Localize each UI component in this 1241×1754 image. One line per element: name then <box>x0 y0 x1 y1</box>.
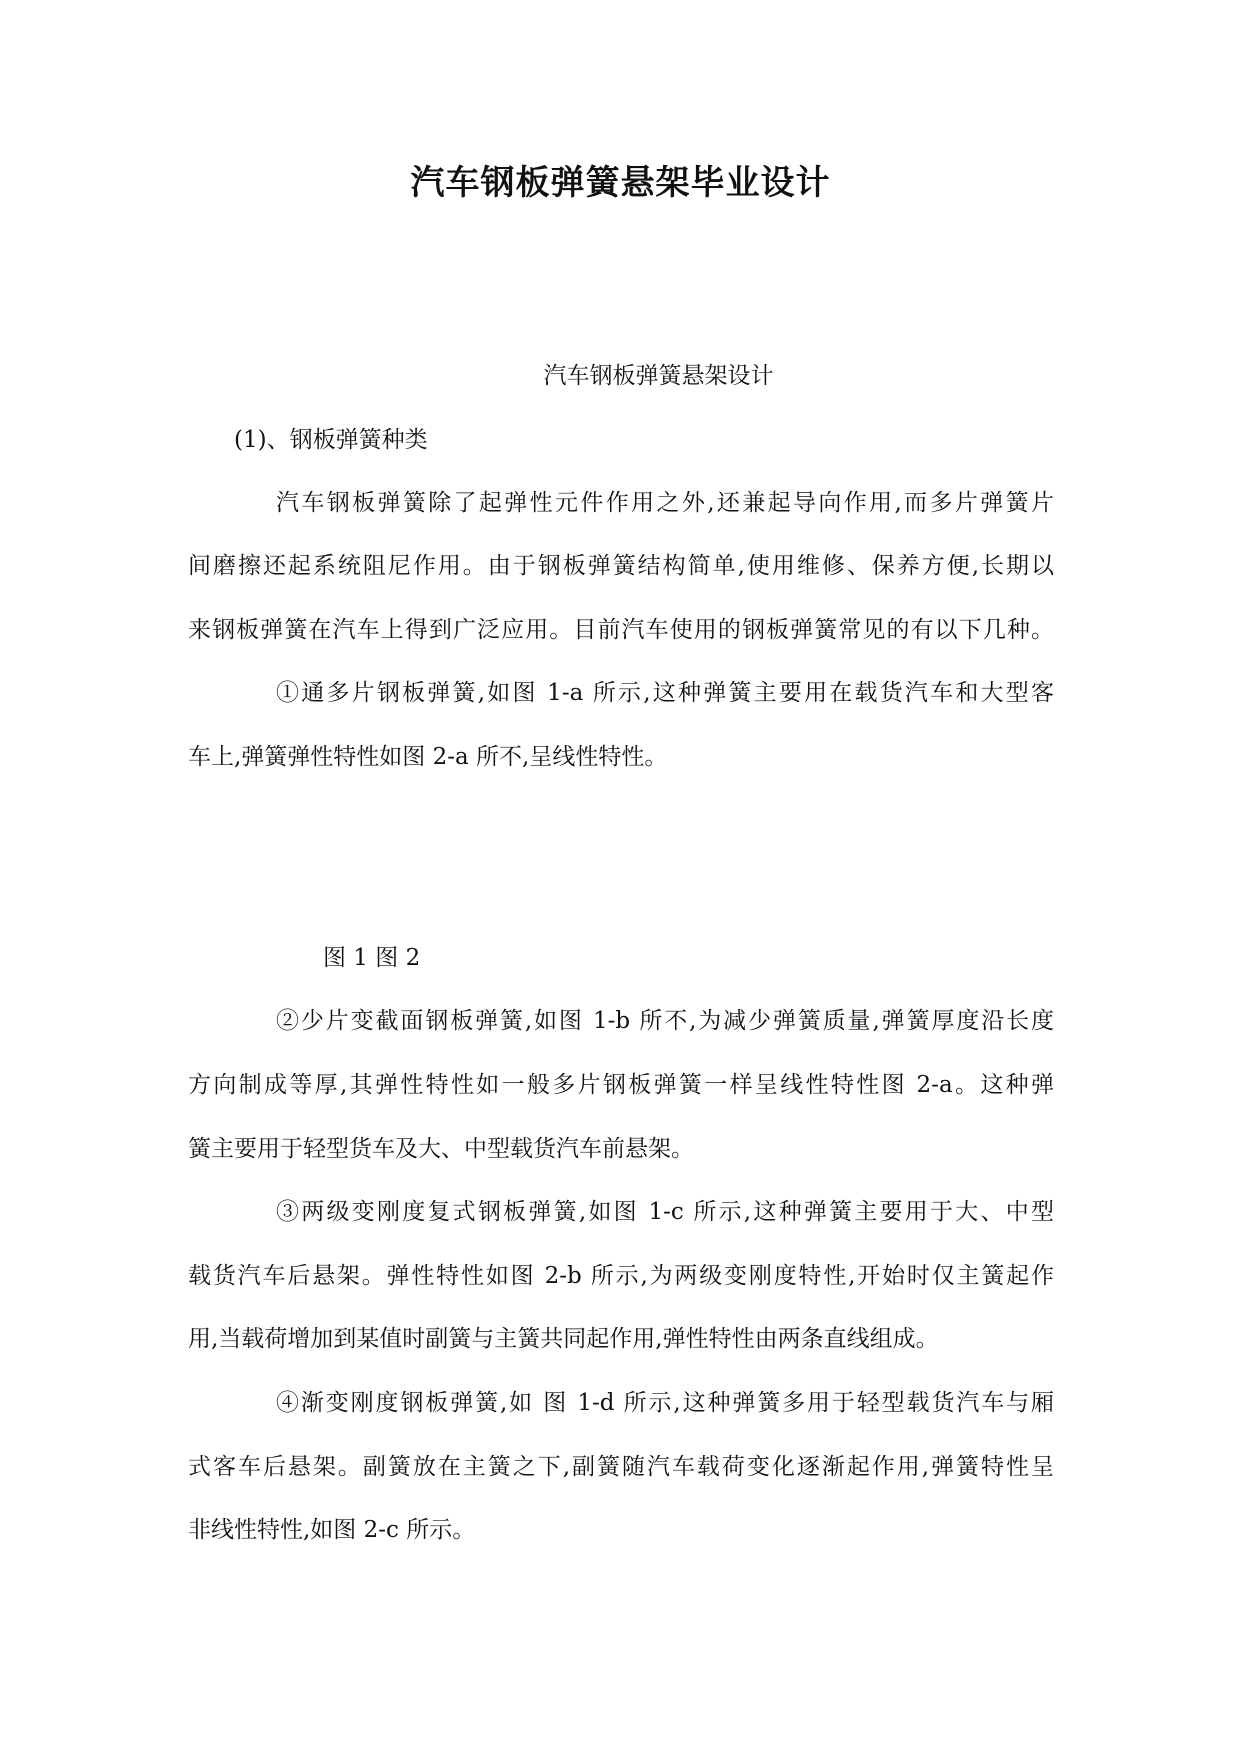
paragraph-2-line-1: ①通多片钢板弹簧,如图 1-a 所示,这种弹簧主要用在载货汽车和大型客 <box>276 680 1054 706</box>
figure-caption: 图 1 图 2 <box>323 945 421 971</box>
paragraph-3-line-1: ②少片变截面钢板弹簧,如图 1-b 所不,为减少弹簧质量,弹簧厚度沿长度 <box>276 1008 1054 1034</box>
paragraph-5-line-1: ④渐变刚度钢板弹簧,如 图 1-d 所示,这种弹簧多用于轻型载货汽车与厢 <box>276 1390 1054 1416</box>
paragraph-5-line-2: 式客车后悬架。副簧放在主簧之下,副簧随汽车载荷变化逐渐起作用,弹簧特性呈 <box>188 1454 1054 1480</box>
subheading: (1)、钢板弹簧种类 <box>234 427 428 453</box>
paragraph-2-line-2: 车上,弹簧弹性特性如图 2-a 所不,呈线性特性。 <box>188 744 668 770</box>
paragraph-4-line-1: ③两级变刚度复式钢板弹簧,如图 1-c 所示,这种弹簧主要用于大、中型 <box>276 1199 1054 1225</box>
paragraph-1-line-2: 间磨擦还起系统阻尼作用。由于钢板弹簧结构简单,使用维修、保养方便,长期以 <box>188 553 1054 579</box>
paragraph-5-line-3: 非线性特性,如图 2-c 所示。 <box>188 1517 476 1543</box>
paragraph-4-line-3: 用,当载荷增加到某值时副簧与主簧共同起作用,弹性特性由两条直线组成。 <box>188 1326 939 1352</box>
paragraph-4-line-2: 载货汽车后悬架。弹性特性如图 2-b 所示,为两级变刚度特性,开始时仅主簧起作 <box>188 1263 1054 1289</box>
paragraph-1-line-1: 汽车钢板弹簧除了起弹性元件作用之外,还兼起导向作用,而多片弹簧片 <box>276 490 1054 516</box>
paragraph-3-line-3: 簧主要用于轻型货车及大、中型载货汽车前悬架。 <box>188 1136 694 1162</box>
document-title: 汽车钢板弹簧悬架毕业设计 <box>410 163 831 203</box>
paragraph-3-line-2: 方向制成等厚,其弹性特性如一般多片钢板弹簧一样呈线性特性图 2-a。这种弹 <box>188 1072 1054 1098</box>
paragraph-1-line-3: 来钢板弹簧在汽车上得到广泛应用。目前汽车使用的钢板弹簧常见的有以下几种。 <box>188 617 1054 643</box>
section-title: 汽车钢板弹簧悬架设计 <box>543 363 774 389</box>
